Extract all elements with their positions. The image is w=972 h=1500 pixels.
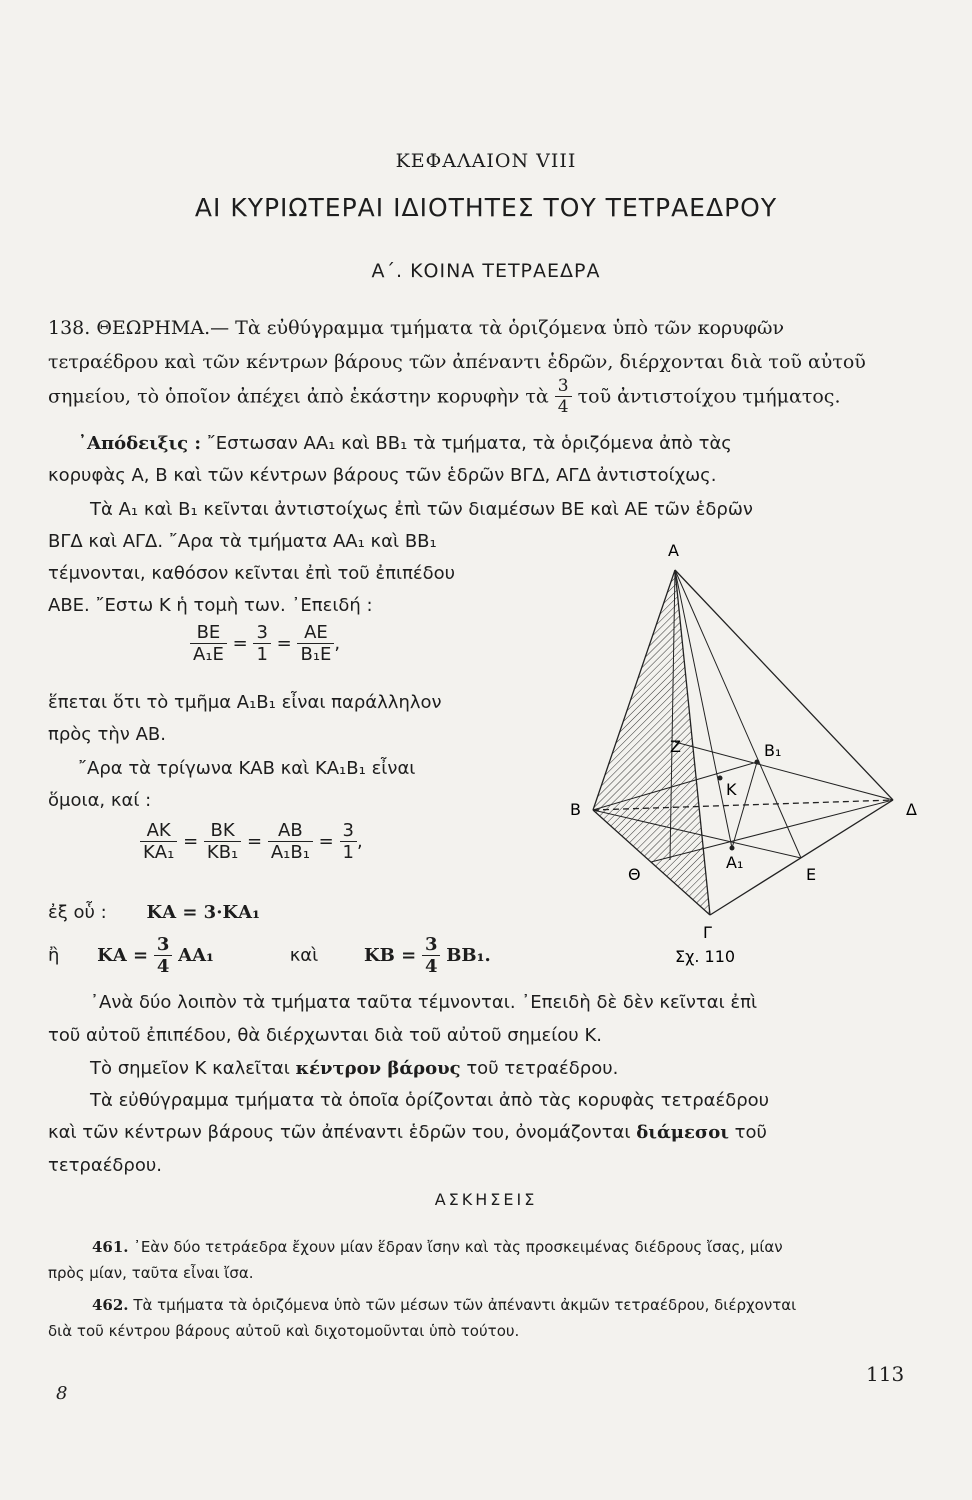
exercises-heading: ΑΣΚΗΣΕΙΣ [434,1190,538,1209]
proof-line-1 [78,433,732,454]
proof-kb-rhs: ΒΒ₁. [446,945,491,966]
eq2-num-1: ΑΚ [140,820,177,842]
label-b1: Β₁ [764,741,782,760]
proof-kb-den: 4 [424,956,438,977]
theorem-frac-den: 4 [557,397,569,417]
eq1-num-1: ΒΕ [190,622,227,644]
proof-text-17a: καὶ τῶν κέντρων βάρους τῶν ἀπέναντι ἑδρῶν του, ὀνομάζονται [48,1122,631,1143]
theorem-fraction [555,376,572,417]
proof-ka-num: 3 [154,934,173,956]
point-k [718,776,723,781]
label-k: Κ [726,780,737,799]
eq1-tail: , [334,633,341,654]
theorem-text-1: Τὰ εὐθύγραμμα τμήματα τὰ ὁριζόμενα ὑπὸ τῶν κορυφῶν [235,317,785,339]
proof-eq-ka: ΚΑ = 3·ΚΑ₁ [146,902,260,923]
point-a1 [730,846,735,851]
exercise-text-2: πρὸς μίαν, ταῦτα εἶναι ἴσα. [48,1264,254,1282]
eq1-den-1: Α₁Ε [193,644,224,665]
theorem-line-3 [48,376,908,417]
proof-line-2: κορυφὰς Α, Β καὶ τῶν κέντρων βάρους τῶν ἑδρῶν ΒΓΔ, ΑΓΔ ἀντιστοίχως. [48,465,717,486]
label-a1: Α₁ [726,853,744,872]
eq2-den-3: Α₁Β₁ [270,842,310,863]
exercise-text-2: διὰ τοῦ κέντρου βάρους αὐτοῦ καὶ διχοτομοῦνται ὑπὸ τούτου. [48,1322,520,1340]
proof-ka-den: 4 [156,956,170,977]
proof-line-3: Τὰ Α₁ καὶ Β₁ κεῖνται ἀντιστοίχως ἐπὶ τῶν διαμέσων ΒΕ καὶ ΑΕ τῶν ἑδρῶν [90,499,753,520]
exercise-462 [48,1292,908,1344]
label-e: Ε [806,865,817,884]
proof-line-4: ΒΓΔ καὶ ΑΓΔ. ῎Αρα τὰ τμήματα ΑΑ₁ καὶ ΒΒ₁ [48,531,437,552]
proof-text-1: ῎Εστωσαν ΑΑ₁ καὶ ΒΒ₁ τὰ τμήματα, τὰ ὁριζόμενα ἀπὸ τὰς [206,433,732,454]
label-theta: Θ [628,865,641,884]
theorem-frac-num: 3 [555,376,572,397]
proof-line-13: ᾿Ανὰ δύο λοιπὸν τὰ τμήματα ταῦτα τέμνονται. ᾿Επειδὴ δὲ δὲν κεῖνται ἐπὶ [90,992,758,1013]
proof-text-15a: Τὸ σημεῖον Κ καλεῖται [90,1058,290,1079]
equation-ratio-2: $\frac{AK}{\text{ΚΑ₁}}$ = $\frac{BK}{\text{ΚΒ₁}}$ = $\frac{AB}{\text{Α₁Β₁}}$ = $\frac{3}{1}$ , [140,820,363,863]
proof-kb-num: 3 [422,934,441,956]
exercise-number: 462. [92,1296,129,1314]
label-a: Α [668,541,679,560]
proof-text-15c: τοῦ τετραέδρου. [466,1058,619,1079]
proof-text-17c: τοῦ [734,1122,767,1143]
proof-line-10: ὅμοια, καί : [48,790,152,811]
label-gamma: Γ [703,923,712,942]
proof-term-median: διάμεσοι [636,1122,729,1143]
label-b: Β [570,800,581,819]
proof-line-8: πρὸς τὴν ΑΒ. [48,724,166,745]
proof-line-7: ἕπεται ὅτι τὸ τμῆμα Α₁Β₁ εἶναι παράλληλον [48,692,442,713]
proof-line-17 [48,1122,767,1143]
proof-line-15 [90,1058,618,1079]
proof-line-12 [48,934,491,977]
proof-ex-label: ἐξ οὗ : [48,902,107,923]
exercise-text-1: ᾿Εὰν δύο τετράεδρα ἔχουν μίαν ἕδραν ἴσην καὶ τὰς προσκειμένας διέδρους ἴσας, μίαν [133,1238,783,1256]
label-z: Ζ [670,737,681,756]
signature-mark: 8 [56,1383,68,1404]
chapter-title: ΑΙ ΚΥΡΙΩΤΕΡΑΙ ΙΔΙΟΤΗΤΕΣ ΤΟΥ ΤΕΤΡΑΕΔΡΟΥ [194,193,778,222]
proof-label: ᾿Απόδειξις : [78,433,202,454]
point-b1 [755,760,760,765]
proof-ka-rhs: ΑΑ₁ [178,945,214,966]
chapter-heading: ΚΕΦΑΛΑΙΟΝ VIII [395,150,577,172]
proof-term-center: κέντρον βάρους [295,1058,461,1079]
theorem-line-1 [48,310,908,346]
proof-ka-lhs: ΚΑ = [97,945,149,966]
eq2-den-4: 1 [342,842,354,863]
tetrahedron-figure [560,530,940,980]
eq1-den-3: Β₁Ε [300,644,332,665]
exercise-text-1: Τὰ τμήματα τὰ ὁριζόμενα ὑπὸ τῶν μέσων τῶν ἀπέναντι ἀκμῶν τετραέδρου, διέρχονται [133,1296,797,1314]
proof-or: ἢ [48,945,60,966]
proof-and: καὶ [289,945,319,966]
proof-line-9: ῎Αρα τὰ τρίγωνα ΚΑΒ καὶ ΚΑ₁Β₁ εἶναι [78,758,416,779]
eq2-tail: , [356,831,363,852]
proof-line-14: τοῦ αὐτοῦ ἐπιπέδου, θὰ διέρχωνται διὰ τοῦ αὐτοῦ σημείου Κ. [48,1025,602,1046]
theorem-line-2: τετραέδρου καὶ τῶν κέντρων βάρους τῶν ἀπέναντι ἑδρῶν, διέρχονται διὰ τοῦ αὐτοῦ [48,351,866,373]
theorem-text-3a: σημείου, τὸ ὁποῖον ἀπέχει ἀπὸ ἑκάστην κορυφὴν τὰ [48,385,549,408]
eq2-num-2: ΒΚ [204,820,241,842]
eq1-num-2: 3 [253,622,270,644]
eq2-num-4: 3 [340,820,357,842]
figure-caption: Σχ. 110 [675,947,736,966]
eq2-den-1: ΚΑ₁ [143,842,175,863]
section-subtitle: Α΄. ΚΟΙΝΑ ΤΕΤΡΑΕΔΡΑ [371,260,601,282]
equation-ratio-1: $\frac{BE}{\text{Α₁Ε}}$ = $\frac{3}{1}$ = $\frac{AE}{\text{Β₁Ε}}$ , [190,622,340,665]
theorem-text-3b: τοῦ ἀντιστοίχου τμήματος. [577,385,841,408]
eq2-den-2: ΚΒ₁ [206,842,239,863]
page-number: 113 [866,1362,905,1386]
exercise-461 [48,1234,908,1286]
proof-line-18: τετραέδρου. [48,1155,163,1176]
proof-line-16: Τὰ εὐθύγραμμα τμήματα τὰ ὁποῖα ὁρίζονται ἀπὸ τὰς κορυφὰς τετραέδρου [90,1090,770,1111]
eq1-den-2: 1 [256,644,268,665]
eq2-num-3: ΑΒ [268,820,313,842]
proof-kb-lhs: ΚΒ = [364,945,417,966]
proof-line-5: τέμνονται, καθόσον κεῖνται ἐπὶ τοῦ ἐπιπέδου [48,563,456,584]
theorem-number: 138. ΘΕΩΡΗΜΑ.— [48,317,230,339]
proof-line-11 [48,902,260,923]
label-delta: Δ [906,800,917,819]
proof-line-6: ΑΒΕ. ῎Εστω Κ ἡ τομὴ των. ᾿Επειδή : [48,595,373,616]
eq1-num-3: ΑΕ [297,622,334,644]
exercise-number: 461. [92,1238,129,1256]
